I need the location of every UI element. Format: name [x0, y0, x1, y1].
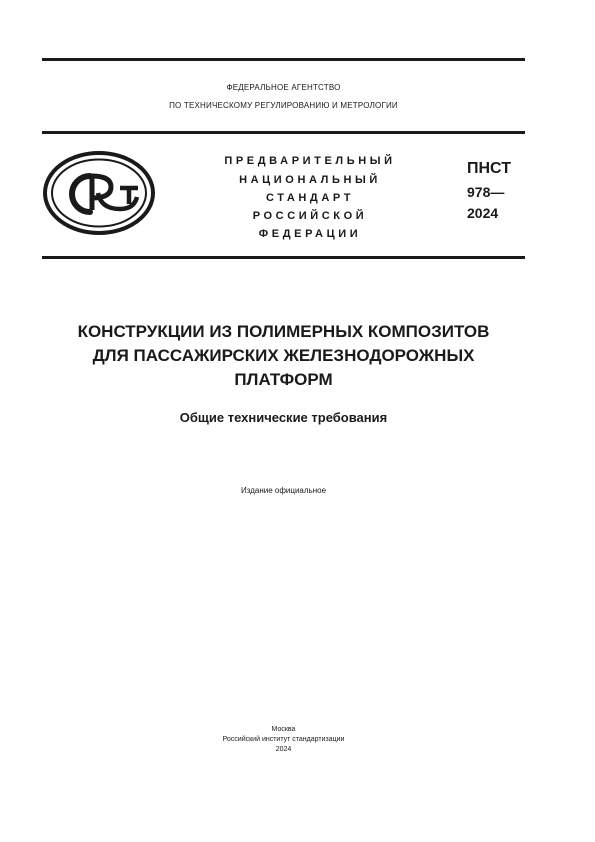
gost-r-emblem-icon	[42, 150, 156, 236]
footer-publisher: Российский институт стандартизации	[222, 736, 345, 743]
standard-type-line: ФЕДЕРАЦИИ	[258, 228, 362, 240]
standard-code-prefix: ПНСТ	[467, 160, 511, 177]
document-title-line: ДЛЯ ПАССАЖИРСКИХ ЖЕЛЕЗНОДОРОЖНЫХ	[92, 346, 475, 365]
standard-type-line: НАЦИОНАЛЬНЫЙ	[239, 174, 381, 186]
top-rule	[42, 58, 525, 61]
document-subtitle: Общие технические требования	[179, 410, 388, 425]
edition-note: Издание официальное	[240, 486, 327, 495]
standard-code-number: 978—	[467, 184, 505, 200]
agency-line-2: ПО ТЕХНИЧЕСКОМУ РЕГУЛИРОВАНИЮ И МЕТРОЛОГИИ	[169, 101, 398, 110]
footer-city: Москва	[271, 726, 296, 733]
standard-type-line: РОССИЙСКОЙ	[252, 210, 368, 222]
header-bottom-rule	[42, 256, 525, 259]
standard-type-line: ПРЕДВАРИТЕЛЬНЫЙ	[224, 155, 396, 167]
footer-year: 2024	[275, 746, 292, 753]
document-title-line: КОНСТРУКЦИИ ИЗ ПОЛИМЕРНЫХ КОМПОЗИТОВ	[77, 322, 490, 341]
header-rule	[42, 131, 525, 134]
agency-line-1: ФЕДЕРАЛЬНОЕ АГЕНТСТВО	[226, 83, 341, 92]
document-title-line: ПЛАТФОРМ	[234, 370, 333, 389]
standard-code-year: 2024	[467, 205, 499, 221]
standard-type-line: СТАНДАРТ	[265, 192, 355, 204]
